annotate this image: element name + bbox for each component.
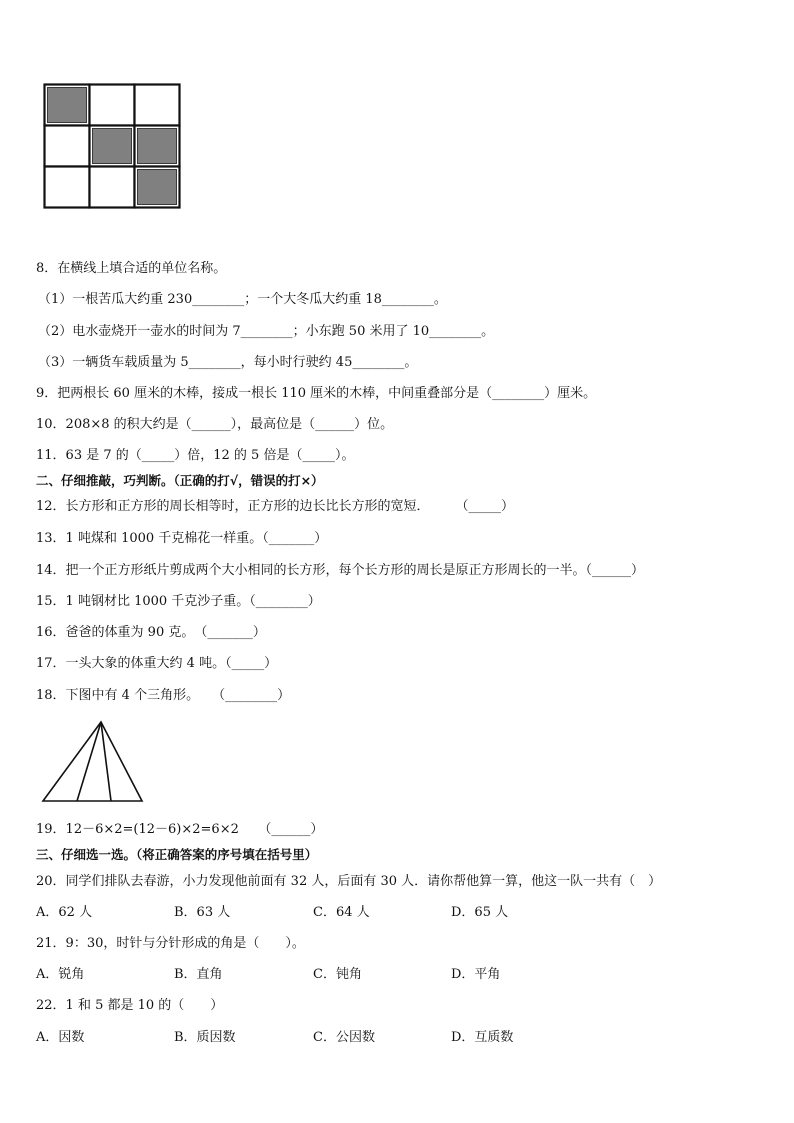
grid-cell — [90, 85, 135, 126]
grid-cell — [45, 126, 90, 167]
grid-cell — [135, 85, 180, 126]
question-9: 9．把两根长 60 厘米的木棒，接成一根长 110 厘米的木棒，中间重叠部分是（________）厘米。 — [36, 386, 597, 401]
question-11: 11．63 是 7 的（_____）倍，12 的 5 倍是（_____）。 — [36, 448, 355, 463]
section-2-heading: 二、仔细推敲，巧判断。（正确的打√，错误的打×） — [36, 473, 324, 488]
question-8-part-2: （2）电水壶烧开一壶水的时间为 7________；小东跑 50 米用了 10________。 — [38, 324, 495, 339]
q21-option-d: D．平角 — [451, 967, 501, 982]
q22-option-c: C．公因数 — [313, 1030, 375, 1045]
q20-option-a: A．62 人 — [36, 905, 93, 920]
grid-cell-shading — [138, 170, 177, 205]
question-22: 22．1 和 5 都是 10 的（ ） — [36, 998, 224, 1013]
shaded-grid-figure — [43, 83, 181, 209]
grid-cell-shading — [48, 88, 87, 123]
question-14: 14．把一个正方形纸片剪成两个大小相同的长方形，每个长方形的周长是原正方形周长的一半。（______） — [36, 563, 645, 578]
question-20: 20．同学们排队去春游，小力发现他前面有 32 人，后面有 30 人．请你帮他算一算，他这一队一共有（ ） — [36, 874, 662, 889]
q20-option-d: D．65 人 — [451, 905, 509, 920]
q21-option-a: A．锐角 — [36, 967, 85, 982]
question-12: 12．长方形和正方形的周长相等时，正方形的边长比长方形的宽短． （_____） — [36, 499, 515, 514]
q20-option-b: B．63 人 — [174, 905, 231, 920]
question-17: 17．一头大象的体重大约 4 吨。（_____） — [36, 656, 278, 671]
section-3-heading: 三、仔细选一选。（将正确答案的序号填在括号里） — [36, 847, 318, 862]
triangle-inner-line-2 — [101, 722, 111, 801]
question-8-part-3: （3）一辆货车载质量为 5________，每小时行驶约 45________。 — [38, 355, 418, 370]
q22-option-d: D．互质数 — [451, 1030, 514, 1045]
question-10: 10．208×8 的积大约是（______），最高位是（______）位。 — [36, 417, 394, 432]
question-18: 18．下图中有 4 个三角形。 （________） — [36, 688, 291, 703]
question-13: 13．1 吨煤和 1000 千克棉花一样重。（_______） — [36, 531, 328, 546]
question-16: 16．爸爸的体重为 90 克。 （_______） — [36, 625, 266, 640]
grid-cell-shading — [138, 129, 177, 164]
triangle-outline — [43, 722, 142, 801]
q21-option-b: B．直角 — [174, 967, 223, 982]
grid-cell-shading — [93, 129, 132, 164]
q20-option-c: C．64 人 — [313, 905, 370, 920]
question-8: 8．在横线上填合适的单位名称。 — [36, 261, 227, 276]
question-21: 21．9：30，时针与分针形成的角是（ ）。 — [36, 936, 305, 951]
grid-cell — [45, 167, 90, 208]
triangle-inner-line-1 — [77, 722, 101, 801]
question-19: 19．12－6×2=(12－6)×2=6×2 （______） — [36, 822, 324, 837]
triangle-figure — [40, 718, 146, 806]
grid-cell — [90, 167, 135, 208]
question-15: 15．1 吨钢材比 1000 千克沙子重。（________） — [36, 594, 321, 609]
q22-option-a: A．因数 — [36, 1030, 85, 1045]
question-8-part-1: （1）一根苦瓜大约重 230________；一个大冬瓜大约重 18________。 — [38, 292, 447, 307]
q21-option-c: C．钝角 — [313, 967, 362, 982]
q22-option-b: B．质因数 — [174, 1030, 236, 1045]
